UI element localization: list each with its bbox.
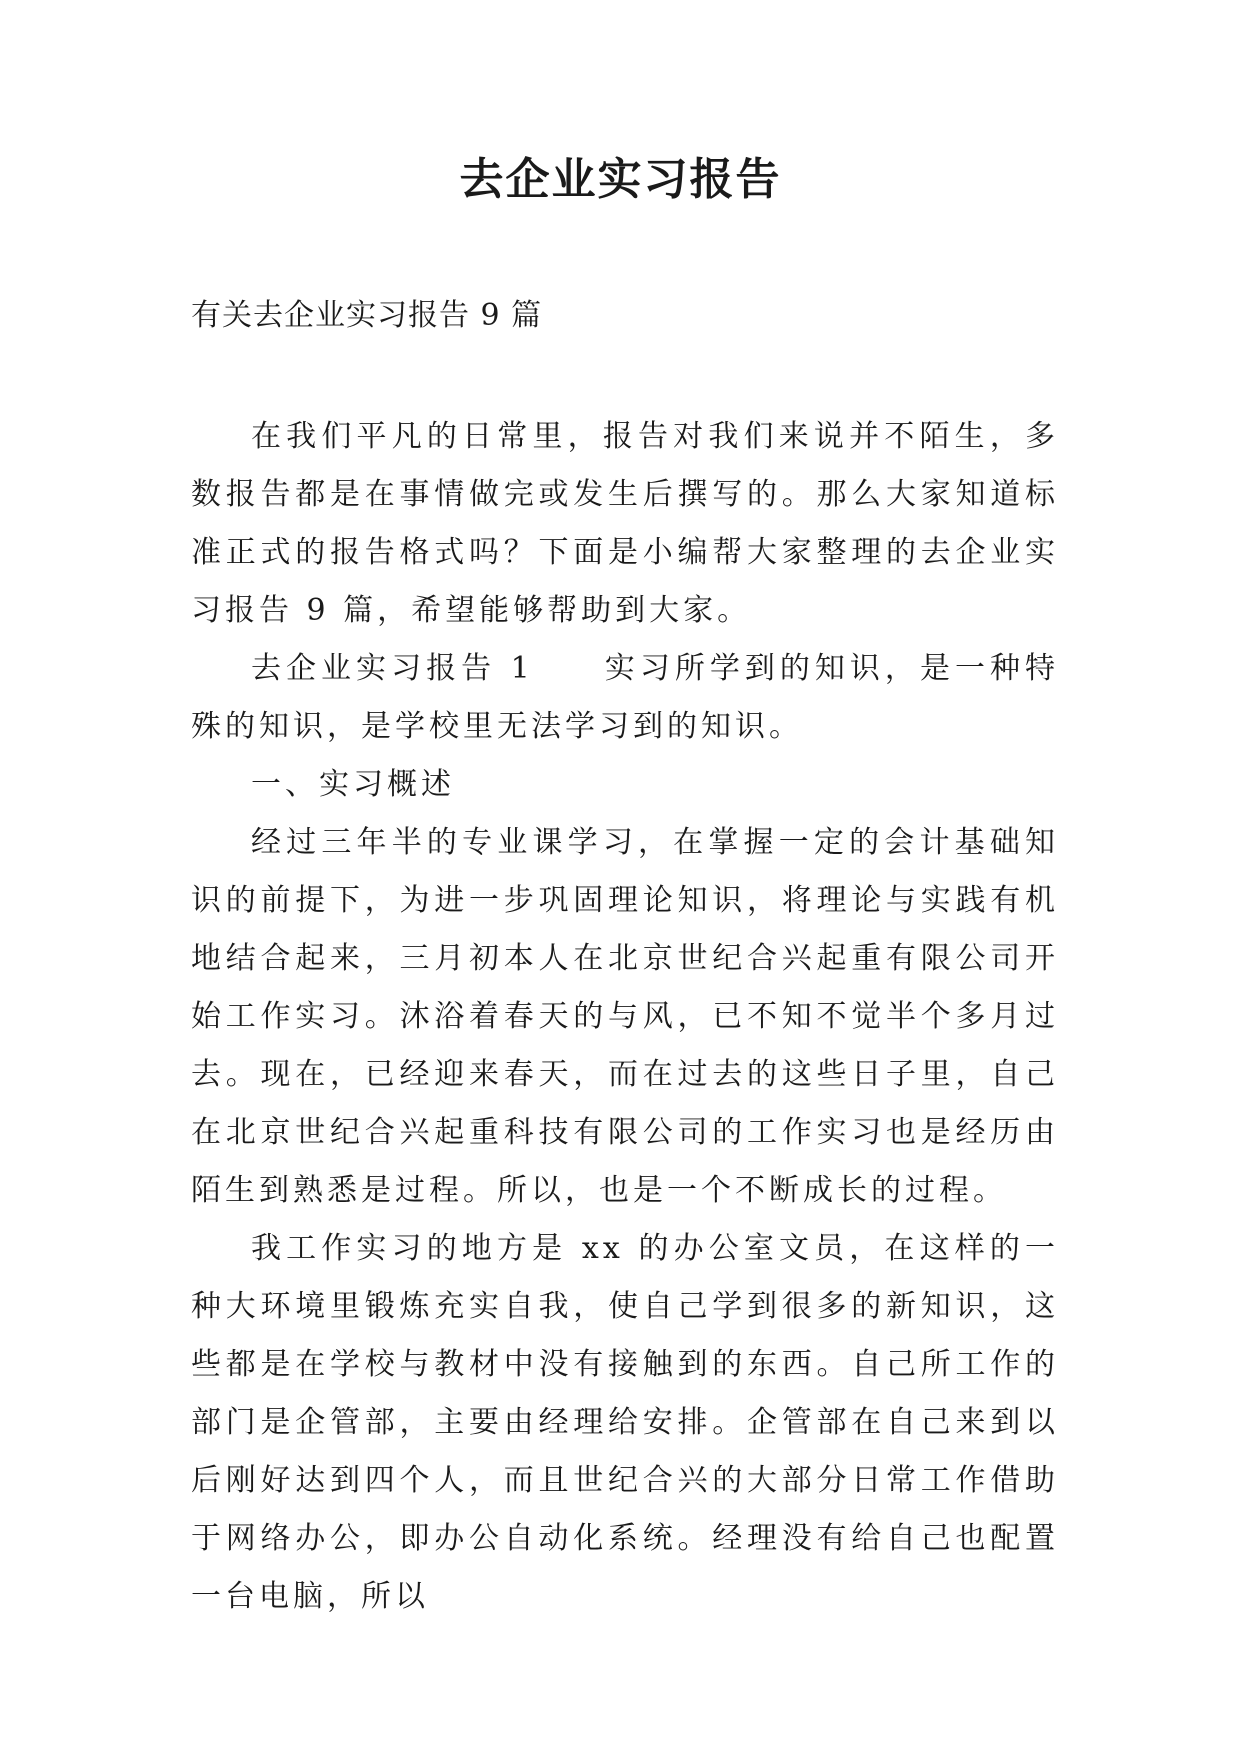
document-body bbox=[191, 408, 1059, 1626]
document-subtitle: 有关去企业实习报告 9 篇 bbox=[191, 298, 543, 333]
paragraph-workplace: 我工作实习的地方是 xx 的办公室文员，在这样的一种大环境里锻炼充实自我，使自己学到很多的新知识，这些都是在学校与教材中没有接触到的东西。自己所工作的部门是企管部，主要由经理给安排。企管部在自己来到以后刚好达到四个人，而且世纪合兴的大部分日常工作借助于网络办公，即办公自动化系统。经理没有给自己也配置一台电脑，所以 bbox=[191, 1231, 1059, 1614]
section-heading-overview: 一、实习概述 bbox=[251, 767, 455, 802]
paragraph-overview: 经过三年半的专业课学习，在掌握一定的会计基础知识的前提下，为进一步巩固理论知识，将理论与实践有机地结合起来，三月初本人在北京世纪合兴起重有限公司开始工作实习。沐浴着春天的与风，已不知不觉半个多月过去。现在，已经迎来春天，而在过去的这些日子里，自己在北京世纪合兴起重科技有限公司的工作实习也是经历由陌生到熟悉是过程。所以，也是一个不断成长的过程。 bbox=[191, 825, 1059, 1208]
paragraph-report-1-intro: 去企业实习报告 1 实习所学到的知识，是一种特殊的知识，是学校里无法学习到的知识。 bbox=[191, 651, 1059, 744]
document-title: 去企业实习报告 bbox=[459, 154, 782, 205]
paragraph-intro: 在我们平凡的日常里，报告对我们来说并不陌生，多数报告都是在事情做完或发生后撰写的。那么大家知道标准正式的报告格式吗？下面是小编帮大家整理的去企业实习报告 9 篇，希望能够帮助到大家。 bbox=[191, 419, 1059, 628]
